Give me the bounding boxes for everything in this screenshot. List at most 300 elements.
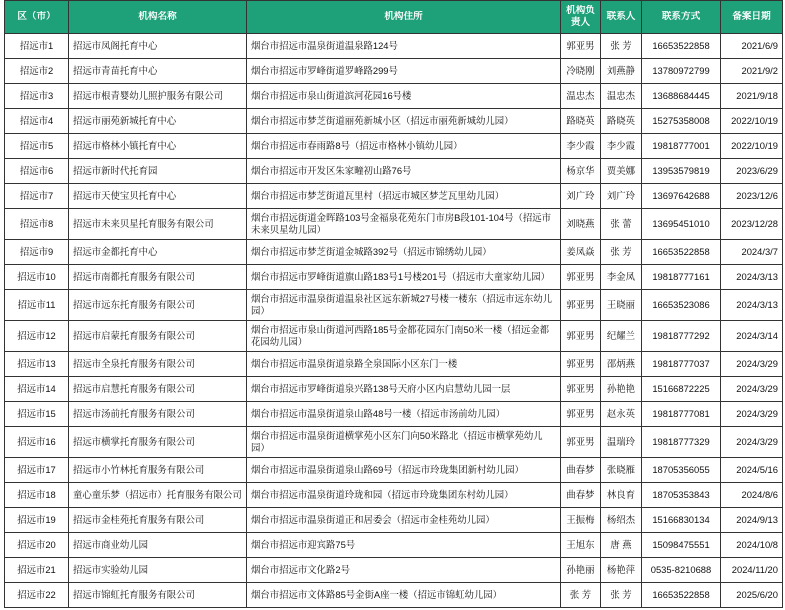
filing-date-text: 2024/3/29 xyxy=(736,436,778,447)
filing-date-text: 2024/8/6 xyxy=(741,489,778,500)
phone-text: 19818777081 xyxy=(652,408,710,419)
header-person-in-charge-label: 机构负责人 xyxy=(566,5,595,28)
org-name-text: 招远市金桂苑托育服务有限公司 xyxy=(73,514,205,525)
org-address-cell xyxy=(247,458,561,483)
filing-date-text: 2024/3/13 xyxy=(736,271,778,282)
contact-person-cell xyxy=(601,59,642,84)
org-name-cell xyxy=(69,265,247,290)
org-address-cell xyxy=(247,134,561,159)
filing-date-cell xyxy=(721,352,783,377)
person-in-charge-cell xyxy=(561,84,601,109)
phone-text: 18705353843 xyxy=(652,489,710,500)
org-address-text: 烟台市招远市文化路2号 xyxy=(251,564,350,575)
org-address-cell xyxy=(247,184,561,209)
contact-person-text: 唐 燕 xyxy=(610,539,632,550)
district-text: 招远市6 xyxy=(19,165,54,176)
person-in-charge-cell xyxy=(561,240,601,265)
filing-date-cell xyxy=(721,427,783,458)
org-name-cell xyxy=(69,209,247,240)
district-cell xyxy=(5,583,69,608)
person-in-charge-cell xyxy=(561,558,601,583)
table-row xyxy=(5,483,783,508)
filing-date-cell xyxy=(721,59,783,84)
header-contact-person-label: 联系人 xyxy=(606,11,636,22)
person-in-charge-cell xyxy=(561,483,601,508)
person-in-charge-cell xyxy=(561,427,601,458)
district-text: 招远市20 xyxy=(17,539,56,550)
contact-person-text: 贾美娜 xyxy=(606,165,636,176)
contact-person-cell xyxy=(601,209,642,240)
person-in-charge-text: 孙艳丽 xyxy=(566,564,595,575)
district-text: 招远市16 xyxy=(17,436,56,447)
org-name-cell xyxy=(69,427,247,458)
contact-person-text: 张晓雁 xyxy=(606,464,636,475)
org-address-text: 烟台市招远市罗峰街道泉兴路138号天府小区内启慧幼儿园一层 xyxy=(251,383,511,394)
org-name-text: 童心童乐梦（招远市）托育服务有限公司 xyxy=(73,489,242,500)
phone-text: 15166830134 xyxy=(652,514,710,525)
org-address-cell xyxy=(247,59,561,84)
org-address-text: 烟台市招远市泉山街道河西路185号金都花园东门南50米一楼（招远金都花园幼儿园） xyxy=(251,324,549,347)
district-cell xyxy=(5,377,69,402)
org-name-text: 招远市凤阁托育中心 xyxy=(73,40,158,51)
org-name-cell xyxy=(69,84,247,109)
filing-date-cell xyxy=(721,508,783,533)
contact-person-cell xyxy=(601,84,642,109)
filing-date-text: 2024/5/16 xyxy=(736,464,778,475)
org-address-text: 烟台市招远市温泉街道泉路全泉国际小区东门一楼 xyxy=(251,358,458,369)
district-text: 招远市14 xyxy=(17,383,56,394)
header-org-name-label: 机构名称 xyxy=(138,11,177,22)
filing-date-cell xyxy=(721,265,783,290)
filing-date-text: 2024/3/29 xyxy=(736,383,778,394)
district-text: 招远市12 xyxy=(17,330,56,341)
filing-date-cell xyxy=(721,458,783,483)
phone-text: 18705356055 xyxy=(652,464,710,475)
table-row xyxy=(5,84,783,109)
table-row xyxy=(5,265,783,290)
district-text: 招远市22 xyxy=(17,589,56,600)
table-row xyxy=(5,159,783,184)
table-row xyxy=(5,134,783,159)
phone-cell xyxy=(642,427,721,458)
filing-date-cell xyxy=(721,558,783,583)
filing-date-text: 2023/6/29 xyxy=(736,165,778,176)
phone-text: 16653523086 xyxy=(652,299,710,310)
person-in-charge-text: 李少霞 xyxy=(566,140,595,151)
org-name-cell xyxy=(69,109,247,134)
filing-date-cell xyxy=(721,209,783,240)
table-row xyxy=(5,402,783,427)
district-cell xyxy=(5,265,69,290)
filing-date-cell xyxy=(721,159,783,184)
phone-cell xyxy=(642,134,721,159)
phone-cell xyxy=(642,265,721,290)
contact-person-cell xyxy=(601,265,642,290)
person-in-charge-text: 郭亚男 xyxy=(566,299,595,310)
filing-date-cell xyxy=(721,240,783,265)
contact-person-cell xyxy=(601,321,642,352)
filing-date-cell xyxy=(721,134,783,159)
contact-person-cell xyxy=(601,458,642,483)
org-address-cell xyxy=(247,209,561,240)
district-text: 招远市15 xyxy=(17,408,56,419)
table-row xyxy=(5,583,783,608)
org-address-text: 烟台市招远市迎宾路75号 xyxy=(251,539,356,550)
org-address-cell xyxy=(247,34,561,59)
org-address-text: 烟台市招远街道金晖路103号金福泉花苑东门市房B段101-104号（招远市未来贝星幼儿园） xyxy=(251,212,552,235)
district-cell xyxy=(5,558,69,583)
org-address-cell xyxy=(247,290,561,321)
filing-date-cell xyxy=(721,402,783,427)
org-address-text: 烟台市招远市温泉街道玲珑和园（招远市玲珑集团东村幼儿园） xyxy=(251,489,514,500)
filing-date-cell xyxy=(721,583,783,608)
phone-text: 15275358008 xyxy=(652,115,710,126)
filing-date-text: 2023/12/6 xyxy=(736,190,778,201)
phone-cell xyxy=(642,240,721,265)
district-cell xyxy=(5,290,69,321)
contact-person-cell xyxy=(601,508,642,533)
contact-person-text: 李少霞 xyxy=(606,140,636,151)
org-name-text: 招远市金都托育中心 xyxy=(73,246,158,257)
district-cell xyxy=(5,34,69,59)
contact-person-text: 张 芳 xyxy=(610,40,632,51)
table-row xyxy=(5,352,783,377)
filing-date-cell xyxy=(721,533,783,558)
org-name-text: 招远市根青婴幼儿照护服务有限公司 xyxy=(73,90,224,101)
phone-cell xyxy=(642,59,721,84)
phone-cell xyxy=(642,377,721,402)
contact-person-cell xyxy=(601,352,642,377)
district-text: 招远市3 xyxy=(19,90,54,101)
org-address-text: 烟台市招远市温泉街道泉山路69号（招远市玲珑集团新村幼儿园） xyxy=(251,464,524,475)
person-in-charge-text: 温忠杰 xyxy=(566,90,595,101)
table-row xyxy=(5,290,783,321)
table-header-row xyxy=(5,1,783,34)
org-name-text: 招远市启慧托育服务有限公司 xyxy=(73,383,195,394)
phone-cell xyxy=(642,159,721,184)
org-name-text: 招远市汤前托育服务有限公司 xyxy=(73,408,195,419)
district-cell xyxy=(5,84,69,109)
contact-person-cell xyxy=(601,109,642,134)
org-address-cell xyxy=(247,377,561,402)
org-name-cell xyxy=(69,583,247,608)
org-address-cell xyxy=(247,109,561,134)
table-row xyxy=(5,34,783,59)
phone-text: 13688684445 xyxy=(652,90,710,101)
phone-text: 19818777292 xyxy=(652,330,710,341)
filing-date-text: 2024/11/20 xyxy=(731,564,778,575)
contact-person-cell xyxy=(601,377,642,402)
contact-person-text: 张 蕾 xyxy=(610,218,632,229)
org-address-text: 烟台市招远市梦芝街道瓦里村（招远市城区梦芝瓦里幼儿园） xyxy=(251,190,505,201)
contact-person-cell xyxy=(601,290,642,321)
org-address-cell xyxy=(247,533,561,558)
contact-person-text: 杨绍杰 xyxy=(606,514,636,525)
table-row xyxy=(5,377,783,402)
filing-date-cell xyxy=(721,321,783,352)
filing-date-text: 2021/9/18 xyxy=(736,90,778,101)
district-cell xyxy=(5,483,69,508)
district-cell xyxy=(5,458,69,483)
district-text: 招远市5 xyxy=(19,140,54,151)
contact-person-cell xyxy=(601,184,642,209)
contact-person-text: 林良育 xyxy=(606,489,636,500)
org-name-text: 招远市天使宝贝托育中心 xyxy=(73,190,177,201)
org-address-cell xyxy=(247,402,561,427)
org-name-text: 招远市横掌托育服务有限公司 xyxy=(73,436,195,447)
contact-person-text: 邵炳燕 xyxy=(606,358,636,369)
org-address-text: 烟台市招远市梦芝街道丽苑新城小区（招远市丽苑新城幼儿园） xyxy=(251,115,514,126)
org-address-text: 烟台市招远市温泉街道泉山路48号一楼（招远市汤前幼儿园） xyxy=(251,408,506,419)
org-name-text: 招远市未来贝星托育服务有限公司 xyxy=(73,218,214,229)
person-in-charge-cell xyxy=(561,159,601,184)
person-in-charge-cell xyxy=(561,458,601,483)
contact-person-text: 纪耀兰 xyxy=(606,330,636,341)
phone-text: 19818777001 xyxy=(652,140,710,151)
phone-text: 16653522858 xyxy=(652,589,710,600)
filing-date-cell xyxy=(721,377,783,402)
contact-person-cell xyxy=(601,34,642,59)
org-address-text: 烟台市招远市温泉街道温泉路124号 xyxy=(251,40,398,51)
org-name-text: 招远市新时代托育园 xyxy=(73,165,158,176)
person-in-charge-text: 张 芳 xyxy=(569,589,592,600)
table-row xyxy=(5,184,783,209)
phone-cell xyxy=(642,458,721,483)
org-address-cell xyxy=(247,240,561,265)
person-in-charge-text: 刘晓燕 xyxy=(566,218,595,229)
district-text: 招远市9 xyxy=(19,246,54,257)
header-person-in-charge xyxy=(561,1,601,34)
filing-date-cell xyxy=(721,84,783,109)
phone-cell xyxy=(642,184,721,209)
org-address-text: 烟台市招远市温泉街道温泉社区远东新城27号楼一楼东（招远市远东幼儿园） xyxy=(251,293,553,316)
phone-text: 19818777329 xyxy=(652,436,710,447)
district-cell xyxy=(5,159,69,184)
org-name-cell xyxy=(69,159,247,184)
org-name-cell xyxy=(69,558,247,583)
phone-cell xyxy=(642,483,721,508)
org-name-text: 招远市青苗托育中心 xyxy=(73,65,158,76)
contact-person-text: 王晓丽 xyxy=(606,299,636,310)
org-name-text: 招远市启蒙托育服务有限公司 xyxy=(73,330,195,341)
person-in-charge-cell xyxy=(561,583,601,608)
org-address-text: 烟台市招远市泉山街道滨河花园16号楼 xyxy=(251,90,412,101)
person-in-charge-cell xyxy=(561,265,601,290)
person-in-charge-text: 姜凤焱 xyxy=(566,246,595,257)
phone-text: 13697642688 xyxy=(652,190,710,201)
org-name-text: 招远市格林小镇托育中心 xyxy=(73,140,177,151)
filing-date-text: 2024/3/7 xyxy=(741,246,778,257)
contact-person-cell xyxy=(601,402,642,427)
person-in-charge-cell xyxy=(561,109,601,134)
org-address-cell xyxy=(247,265,561,290)
person-in-charge-text: 郭亚男 xyxy=(566,330,595,341)
table-row xyxy=(5,209,783,240)
phone-text: 13953579819 xyxy=(652,165,710,176)
filing-date-cell xyxy=(721,109,783,134)
org-address-text: 烟台市招远市开发区朱家疃初山路76号 xyxy=(251,165,412,176)
header-phone xyxy=(642,1,721,34)
contact-person-cell xyxy=(601,240,642,265)
district-text: 招远市13 xyxy=(17,358,56,369)
person-in-charge-cell xyxy=(561,377,601,402)
contact-person-text: 李金凤 xyxy=(606,271,636,282)
person-in-charge-cell xyxy=(561,533,601,558)
phone-text: 16653522858 xyxy=(652,40,710,51)
district-cell xyxy=(5,240,69,265)
table-row xyxy=(5,458,783,483)
phone-cell xyxy=(642,84,721,109)
org-address-cell xyxy=(247,558,561,583)
org-address-text: 烟台市招远市文体路85号金街A座一楼（招远市锦虹幼儿园） xyxy=(251,589,503,600)
header-org-name xyxy=(69,1,247,34)
filing-date-cell xyxy=(721,483,783,508)
person-in-charge-text: 郭亚男 xyxy=(566,383,595,394)
org-name-cell xyxy=(69,458,247,483)
org-name-cell xyxy=(69,184,247,209)
district-text: 招远市8 xyxy=(19,218,54,229)
phone-cell xyxy=(642,533,721,558)
district-text: 招远市18 xyxy=(17,489,56,500)
district-text: 招远市21 xyxy=(17,564,56,575)
phone-cell xyxy=(642,352,721,377)
district-text: 招远市4 xyxy=(19,115,54,126)
org-name-cell xyxy=(69,377,247,402)
childcare-registry-table xyxy=(4,0,783,608)
phone-text: 15098475551 xyxy=(652,539,710,550)
org-name-text: 招远市全泉托育服务有限公司 xyxy=(73,358,195,369)
district-text: 招远市19 xyxy=(17,514,56,525)
person-in-charge-cell xyxy=(561,184,601,209)
contact-person-cell xyxy=(601,134,642,159)
contact-person-text: 张 芳 xyxy=(610,246,632,257)
filing-date-cell xyxy=(721,34,783,59)
filing-date-text: 2022/10/19 xyxy=(731,140,778,151)
district-text: 招远市2 xyxy=(19,65,54,76)
org-name-cell xyxy=(69,508,247,533)
phone-cell xyxy=(642,290,721,321)
phone-text: 15166872225 xyxy=(652,383,710,394)
org-name-text: 招远市小竹林托育服务有限公司 xyxy=(73,464,205,475)
phone-cell xyxy=(642,402,721,427)
contact-person-text: 温忠杰 xyxy=(606,90,636,101)
contact-person-text: 路晓英 xyxy=(606,115,636,126)
org-name-cell xyxy=(69,134,247,159)
table-row xyxy=(5,240,783,265)
person-in-charge-text: 郭亚男 xyxy=(566,358,595,369)
filing-date-text: 2024/3/14 xyxy=(736,330,778,341)
district-text: 招远市17 xyxy=(17,464,56,475)
contact-person-cell xyxy=(601,558,642,583)
header-org-address-label: 机构住所 xyxy=(384,11,423,22)
org-address-text: 烟台市招远市罗峰街道罗峰路299号 xyxy=(251,65,398,76)
phone-cell xyxy=(642,34,721,59)
org-name-cell xyxy=(69,352,247,377)
org-name-cell xyxy=(69,34,247,59)
person-in-charge-cell xyxy=(561,321,601,352)
contact-person-text: 温瑞玲 xyxy=(606,436,636,447)
org-address-cell xyxy=(247,508,561,533)
contact-person-cell xyxy=(601,483,642,508)
person-in-charge-text: 郭亚男 xyxy=(566,271,595,282)
header-district-label: 区（市） xyxy=(17,11,56,22)
header-contact-person xyxy=(601,1,642,34)
district-cell xyxy=(5,321,69,352)
person-in-charge-text: 王振梅 xyxy=(566,514,595,525)
org-address-text: 烟台市招远市梦芝街道金城路392号（招远市锦绣幼儿园） xyxy=(251,246,492,257)
district-cell xyxy=(5,352,69,377)
contact-person-cell xyxy=(601,583,642,608)
filing-date-text: 2022/10/19 xyxy=(731,115,778,126)
person-in-charge-text: 曲春梦 xyxy=(566,464,595,475)
district-cell xyxy=(5,209,69,240)
org-name-cell xyxy=(69,59,247,84)
header-org-address xyxy=(247,1,561,34)
contact-person-cell xyxy=(601,427,642,458)
filing-date-text: 2023/12/28 xyxy=(731,218,778,229)
person-in-charge-text: 路晓英 xyxy=(566,115,595,126)
district-cell xyxy=(5,184,69,209)
contact-person-cell xyxy=(601,159,642,184)
district-cell xyxy=(5,533,69,558)
org-address-cell xyxy=(247,483,561,508)
org-name-cell xyxy=(69,533,247,558)
org-name-cell xyxy=(69,290,247,321)
filing-date-text: 2024/3/29 xyxy=(736,358,778,369)
org-address-cell xyxy=(247,321,561,352)
contact-person-text: 刘广玲 xyxy=(606,190,636,201)
phone-cell xyxy=(642,508,721,533)
contact-person-text: 张 芳 xyxy=(610,589,632,600)
person-in-charge-cell xyxy=(561,402,601,427)
contact-person-text: 赵永英 xyxy=(606,408,636,419)
filing-date-cell xyxy=(721,290,783,321)
table-row xyxy=(5,321,783,352)
org-name-text: 招远市远东托育服务有限公司 xyxy=(73,299,195,310)
filing-date-text: 2024/3/13 xyxy=(736,299,778,310)
org-name-text: 招远市实验幼儿园 xyxy=(73,564,149,575)
contact-person-text: 刘燕静 xyxy=(606,65,636,76)
header-filing-date-label: 备案日期 xyxy=(732,11,771,22)
filing-date-text: 2021/6/9 xyxy=(741,40,778,51)
phone-text: 16653522858 xyxy=(652,246,710,257)
org-address-text: 烟台市招远市春雨路8号（招远市格林小镇幼儿园） xyxy=(251,140,463,151)
filing-date-text: 2024/10/8 xyxy=(736,539,778,550)
person-in-charge-cell xyxy=(561,290,601,321)
phone-text: 19818777161 xyxy=(652,271,710,282)
org-address-cell xyxy=(247,427,561,458)
table-row xyxy=(5,427,783,458)
table-row xyxy=(5,59,783,84)
district-cell xyxy=(5,427,69,458)
contact-person-cell xyxy=(601,533,642,558)
org-address-cell xyxy=(247,84,561,109)
org-address-cell xyxy=(247,352,561,377)
org-name-text: 招远市南都托育服务有限公司 xyxy=(73,271,195,282)
filing-date-text: 2024/9/13 xyxy=(736,514,778,525)
table-row xyxy=(5,508,783,533)
person-in-charge-cell xyxy=(561,34,601,59)
district-cell xyxy=(5,508,69,533)
phone-text: 13780972799 xyxy=(652,65,710,76)
org-address-text: 烟台市招远市罗峰街道旗山路183号1号楼201号（招远市大童家幼儿园） xyxy=(251,271,551,282)
table-row xyxy=(5,109,783,134)
person-in-charge-text: 郭亚男 xyxy=(566,436,595,447)
person-in-charge-text: 杨京华 xyxy=(566,165,595,176)
org-name-text: 招远市商业幼儿园 xyxy=(73,539,149,550)
org-address-cell xyxy=(247,583,561,608)
person-in-charge-cell xyxy=(561,508,601,533)
